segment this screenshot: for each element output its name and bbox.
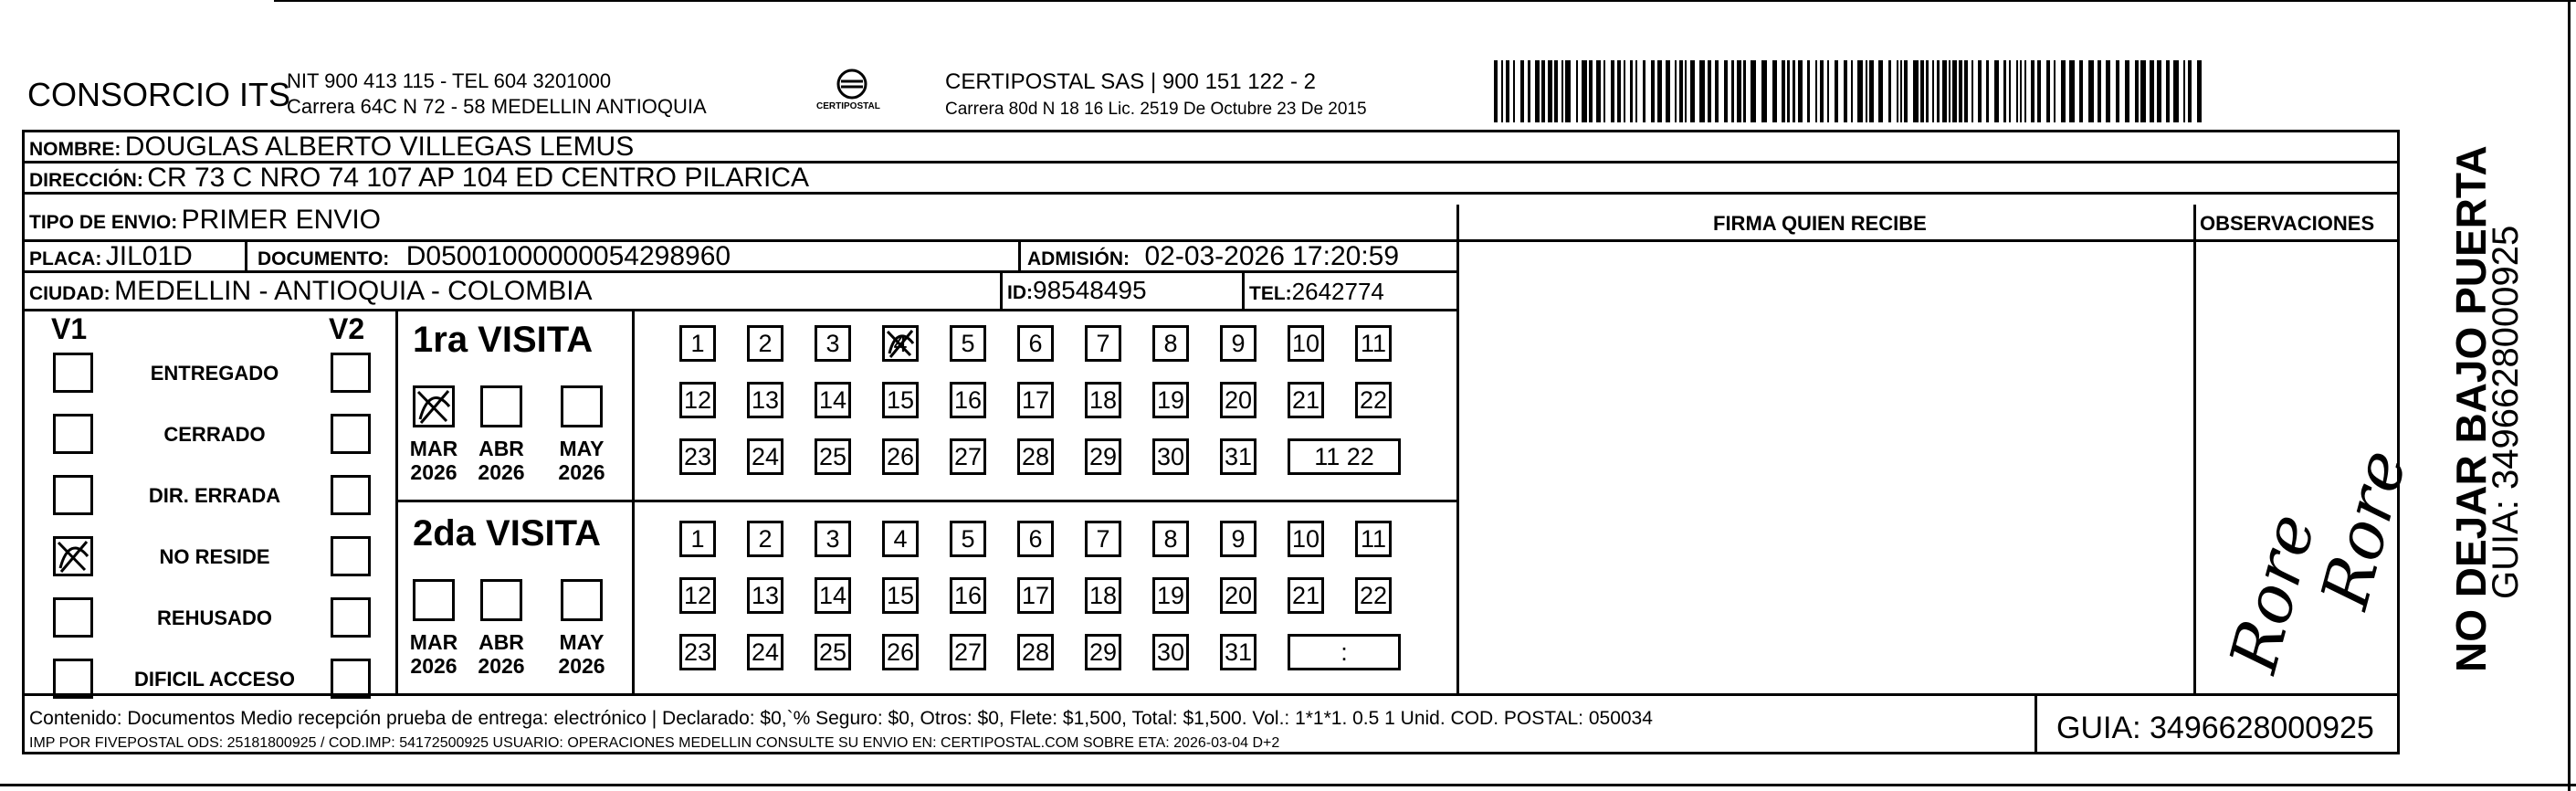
documento-cell — [258, 243, 731, 270]
day-box[interactable]: 11 — [1355, 521, 1392, 557]
right-border — [2568, 0, 2571, 791]
barcode-bar — [1994, 60, 1999, 122]
barcode-bar — [1675, 60, 1677, 122]
day-box[interactable]: 28 — [1017, 634, 1054, 670]
day-box[interactable]: 16 — [950, 382, 986, 418]
carrier-name: CERTIPOSTAL SAS | 900 151 122 - 2 — [945, 69, 1316, 94]
barcode-bar — [1793, 60, 1795, 122]
barcode-bar — [1904, 60, 1908, 122]
barcode-bar — [1888, 60, 1891, 122]
documento-label: DOCUMENTO: — [258, 248, 390, 269]
barcode-bar — [1827, 60, 1829, 122]
first-visit-title: 1ra VISITA — [413, 320, 594, 360]
month-checkbox[interactable] — [561, 385, 603, 427]
tel-label: TEL: — [1249, 283, 1292, 304]
barcode-bar — [1565, 60, 1571, 122]
month-checkbox[interactable] — [413, 579, 455, 621]
barcode-bar — [2166, 60, 2170, 122]
time-box[interactable]: : — [1288, 634, 1401, 670]
day-box[interactable]: 9 — [1220, 521, 1256, 557]
barcode-bar — [2150, 60, 2154, 122]
barcode-bar — [2116, 60, 2119, 122]
v1-label: V1 — [51, 312, 88, 345]
id-cell — [1007, 278, 1147, 303]
day-box[interactable]: 12 — [679, 382, 716, 418]
v1-checkbox[interactable] — [53, 659, 93, 699]
barcode-bar — [2188, 60, 2192, 122]
barcode-bar — [1737, 60, 1741, 122]
barcode-bar — [1807, 60, 1810, 122]
barcode-bar — [1815, 60, 1817, 122]
barcode-bar — [1520, 60, 1524, 122]
barcode-bar — [1699, 60, 1705, 122]
day-box[interactable]: 14 — [815, 577, 851, 614]
barcode-bar — [2088, 60, 2094, 122]
barcode-bar — [2009, 60, 2011, 122]
month-checkbox[interactable] — [561, 579, 603, 621]
tel-value: 2642774 — [1291, 278, 1384, 305]
observaciones-header: OBSERVACIONES — [2200, 212, 2375, 235]
tipo-envio-label: TIPO DE ENVIO: — [29, 212, 178, 233]
placa-cell — [29, 243, 193, 270]
status-label: DIR. ERRADA — [148, 484, 281, 507]
day-box[interactable]: 2 — [747, 325, 783, 362]
x-mark — [415, 388, 452, 425]
direccion-value: CR 73 C NRO 74 107 AP 104 ED CENTRO PILARICA — [147, 163, 810, 193]
status-label: NO RESIDE — [159, 545, 270, 568]
day-box[interactable]: 27 — [950, 634, 986, 670]
month-label: MAR 2026 — [409, 437, 458, 485]
v2-checkbox[interactable] — [331, 659, 371, 699]
barcode-bar — [1603, 60, 1605, 122]
firma-header: FIRMA QUIEN RECIBE — [1713, 212, 1927, 235]
day-box[interactable]: 28 — [1017, 438, 1054, 475]
day-box[interactable]: 7 — [1085, 325, 1121, 362]
barcode-bar — [1513, 60, 1515, 122]
barcode-bar — [2079, 60, 2083, 122]
company-address: Carrera 64C N 72 - 58 MEDELLIN ANTIOQUIA — [287, 95, 707, 118]
barcode-bar — [1798, 60, 1803, 122]
status-label: REHUSADO — [157, 606, 272, 629]
barcode-bar — [1501, 60, 1503, 122]
barcode-bar — [2157, 60, 2161, 122]
status-label: CERRADO — [163, 423, 266, 446]
day-box[interactable]: 18 — [1085, 577, 1121, 614]
direccion-label: DIRECCIÓN: — [29, 170, 143, 191]
barcode-bar — [1724, 60, 1728, 122]
day-box[interactable]: 26 — [882, 634, 919, 670]
ciudad-cell — [29, 278, 593, 305]
v2-checkbox[interactable] — [331, 597, 371, 638]
v2-checkbox[interactable] — [331, 353, 371, 393]
month-label: ABR 2026 — [478, 630, 525, 679]
barcode-bar — [2003, 60, 2006, 122]
side-guia: GUIA: 3496628000925 — [2486, 225, 2526, 599]
barcode-bar — [1679, 60, 1683, 122]
barcode-bar — [1528, 60, 1530, 122]
day-box[interactable]: 7 — [1085, 521, 1121, 557]
day-box[interactable]: 31 — [1220, 438, 1256, 475]
day-box[interactable]: 3 — [815, 325, 851, 362]
barcode-bar — [1657, 60, 1662, 122]
barcode-bar — [1978, 60, 1982, 122]
barcode-bar — [1942, 60, 1947, 122]
v1-checkbox[interactable] — [53, 597, 93, 638]
day-box[interactable]: 10 — [1288, 325, 1324, 362]
barcode-bar — [1878, 60, 1883, 122]
day-box[interactable]: 27 — [950, 438, 986, 475]
footer-imp: IMP POR FIVEPOSTAL ODS: 25181800925 / COD.IMP: 54172500925 USUARIO: OPERACIONES MEDELLIN CONSULTE SU ENVIO EN: CERTIPOSTAL.COM SOBRE ETA: 2026-03-04 D+2 — [29, 735, 1280, 751]
day-box[interactable]: 12 — [679, 577, 716, 614]
barcode-bar — [1611, 60, 1614, 122]
month-checkbox[interactable] — [413, 385, 455, 427]
barcode-bar — [1643, 60, 1645, 122]
day-box[interactable]: 26 — [882, 438, 919, 475]
company-name: CONSORCIO ITS — [27, 76, 291, 113]
logo-text: CERTIPOSTAL — [816, 101, 880, 111]
barcode-bar — [1494, 60, 1498, 122]
tipo-envio-row — [29, 206, 381, 234]
day-box[interactable]: 15 — [882, 577, 919, 614]
barcode-bar — [1835, 60, 1838, 122]
signature-2 — [2292, 365, 2422, 621]
barcode-bar — [1548, 60, 1552, 122]
v1-checkbox[interactable] — [53, 414, 93, 454]
v1-checkbox[interactable] — [53, 475, 93, 515]
day-box[interactable]: 21 — [1288, 382, 1324, 418]
certipostal-logo — [811, 66, 893, 119]
day-box[interactable]: 25 — [815, 634, 851, 670]
admision-value: 02-03-2026 17:20:59 — [1144, 241, 1400, 271]
barcode-bar — [2016, 60, 2018, 122]
placa-label: PLACA: — [29, 248, 102, 269]
barcode-bar — [1900, 60, 1902, 122]
barcode-bar — [1857, 60, 1863, 122]
barcode-bar — [1971, 60, 1973, 122]
day-box[interactable]: 21 — [1288, 577, 1324, 614]
barcode-bar — [1731, 60, 1734, 122]
id-value: 98548495 — [1033, 276, 1147, 304]
bottom-border — [0, 784, 2576, 786]
barcode-bar — [2183, 60, 2185, 122]
placa-value: JIL01D — [105, 241, 193, 271]
day-box[interactable]: 3 — [815, 521, 851, 557]
barcode-bar — [2020, 60, 2022, 122]
day-box[interactable]: 5 — [950, 325, 986, 362]
barcode-bar — [1561, 60, 1563, 122]
month-checkbox[interactable] — [480, 579, 522, 621]
barcode-bar — [2069, 60, 2075, 122]
x-mark — [885, 328, 916, 359]
day-box[interactable]: 13 — [747, 382, 783, 418]
v2-checkbox[interactable] — [331, 475, 371, 515]
barcode-bar — [1787, 60, 1790, 122]
day-box[interactable]: 24 — [747, 438, 783, 475]
day-box[interactable]: 1 — [679, 521, 716, 557]
day-box[interactable]: 19 — [1152, 382, 1189, 418]
v2-checkbox[interactable] — [331, 536, 371, 576]
barcode-bar — [1751, 60, 1756, 122]
barcode-bar — [1743, 60, 1746, 122]
month-label: ABR 2026 — [478, 437, 525, 485]
admision-label: ADMISIÓN: — [1027, 248, 1130, 269]
barcode-bar — [1506, 60, 1509, 122]
day-box[interactable]: 17 — [1017, 382, 1054, 418]
day-box[interactable]: 15 — [882, 382, 919, 418]
nombre-value: DOUGLAS ALBERTO VILLEGAS LEMUS — [124, 132, 635, 162]
day-box[interactable]: 11 — [1355, 325, 1392, 362]
top-border — [274, 0, 2576, 2]
direccion-row — [29, 164, 809, 192]
barcode-bar — [1952, 60, 1957, 122]
barcode-bar — [1937, 60, 1940, 122]
day-box[interactable]: 6 — [1017, 325, 1054, 362]
day-box[interactable]: 8 — [1152, 325, 1189, 362]
barcode — [1494, 60, 2206, 122]
barcode-bar — [1535, 60, 1540, 122]
day-box[interactable]: 4 — [882, 521, 919, 557]
carrier-address: Carrera 80d N 18 16 Lic. 2519 De Octubre 23 De 2015 — [945, 100, 1367, 119]
month-checkbox[interactable] — [480, 385, 522, 427]
day-box[interactable]: 20 — [1220, 577, 1256, 614]
ciudad-value: MEDELLIN - ANTIOQUIA - COLOMBIA — [114, 276, 593, 306]
barcode-bar — [1926, 60, 1929, 122]
day-box[interactable]: 13 — [747, 577, 783, 614]
barcode-bar — [2024, 60, 2026, 122]
barcode-bar — [1913, 60, 1919, 122]
day-box[interactable]: 19 — [1152, 577, 1189, 614]
side-warning: NO DEJAR BAJO PUERTA — [2447, 145, 2495, 672]
day-box[interactable]: 22 — [1355, 382, 1392, 418]
barcode-bar — [2140, 60, 2146, 122]
day-box[interactable]: 1 — [679, 325, 716, 362]
barcode-bar — [2173, 60, 2179, 122]
barcode-bar — [1844, 60, 1847, 122]
barcode-bar — [1949, 60, 1950, 122]
day-box[interactable]: 23 — [679, 438, 716, 475]
barcode-bar — [2197, 60, 2202, 122]
barcode-bar — [1576, 60, 1578, 122]
barcode-bar — [1761, 60, 1767, 122]
footer-guia: GUIA: 3496628000925 — [2056, 711, 2374, 745]
company-nit: NIT 900 413 115 - TEL 604 3201000 — [287, 69, 612, 92]
barcode-bar — [2061, 60, 2066, 122]
barcode-bar — [2046, 60, 2050, 122]
day-box[interactable]: 2 — [747, 521, 783, 557]
barcode-bar — [2106, 60, 2110, 122]
month-label: MAY 2026 — [558, 630, 605, 679]
barcode-bar — [1596, 60, 1601, 122]
documento-value: D05001000000054298960 — [405, 241, 731, 271]
day-box[interactable]: 30 — [1152, 634, 1189, 670]
day-box[interactable]: 29 — [1085, 634, 1121, 670]
barcode-bar — [1986, 60, 1989, 122]
barcode-bar — [2037, 60, 2041, 122]
barcode-bar — [1897, 60, 1898, 122]
day-box[interactable]: 23 — [679, 634, 716, 670]
barcode-bar — [2135, 60, 2139, 122]
day-box[interactable]: 29 — [1085, 438, 1121, 475]
day-box[interactable]: 24 — [747, 634, 783, 670]
footer-contenido: Contenido: Documentos Medio recepción prueba de entrega: electrónico | Declarado: $0,`% Seguro: $0, Otros: $0, Flete: $1,500, Total: $1,500. Vol.: 1*1*1. 0.5 1 Unid. COD. POSTAL: 050034 — [29, 708, 1653, 729]
barcode-bar — [1617, 60, 1621, 122]
barcode-bar — [1959, 60, 1962, 122]
signature-2-text: Rore — [2306, 442, 2422, 617]
admision-cell — [1027, 243, 1399, 270]
ciudad-label: CIUDAD: — [29, 283, 110, 304]
barcode-bar — [1690, 60, 1695, 122]
barcode-bar — [1820, 60, 1824, 122]
second-visit-title: 2da VISITA — [413, 513, 601, 554]
day-box[interactable]: 18 — [1085, 382, 1121, 418]
day-box[interactable]: 14 — [815, 382, 851, 418]
barcode-bar — [1541, 60, 1545, 122]
barcode-bar — [2098, 60, 2101, 122]
barcode-bar — [1651, 60, 1655, 122]
barcode-bar — [2054, 60, 2056, 122]
barcode-bar — [1666, 60, 1670, 122]
nombre-row — [29, 133, 634, 161]
barcode-bar — [1630, 60, 1633, 122]
barcode-bar — [1624, 60, 1625, 122]
barcode-bar — [2031, 60, 2035, 122]
barcode-bar — [1715, 60, 1719, 122]
barcode-bar — [1866, 60, 1867, 122]
barcode-bar — [1869, 60, 1874, 122]
day-box[interactable]: 8 — [1152, 521, 1189, 557]
barcode-bar — [1685, 60, 1687, 122]
barcode-bar — [1582, 60, 1587, 122]
day-box[interactable]: 30 — [1152, 438, 1189, 475]
barcode-bar — [1589, 60, 1593, 122]
time-box[interactable]: 11 22 — [1288, 438, 1401, 475]
id-label: ID: — [1007, 282, 1033, 303]
day-box[interactable]: 6 — [1017, 521, 1054, 557]
day-box[interactable]: 31 — [1220, 634, 1256, 670]
day-box[interactable]: 4 — [882, 325, 919, 362]
v2-label: V2 — [329, 312, 365, 345]
day-box[interactable]: 5 — [950, 521, 986, 557]
nombre-label: NOMBRE: — [29, 139, 121, 160]
barcode-bar — [1708, 60, 1711, 122]
barcode-bar — [2125, 60, 2129, 122]
barcode-bar — [1772, 60, 1777, 122]
v1-checkbox[interactable] — [53, 353, 93, 393]
status-label: DIFICIL ACCESO — [133, 668, 295, 691]
v1-checkbox[interactable] — [53, 536, 93, 576]
day-box[interactable]: 22 — [1355, 577, 1392, 614]
day-box[interactable]: 16 — [950, 577, 986, 614]
x-mark — [56, 539, 90, 574]
status-label: ENTREGADO — [150, 362, 279, 385]
month-label: MAY 2026 — [558, 437, 605, 485]
day-box[interactable]: 17 — [1017, 577, 1054, 614]
day-box[interactable]: 9 — [1220, 325, 1256, 362]
barcode-bar — [1554, 60, 1558, 122]
v2-checkbox[interactable] — [331, 414, 371, 454]
tipo-envio-value: PRIMER ENVIO — [181, 205, 382, 235]
signature-1 — [2196, 429, 2330, 685]
barcode-bar — [1851, 60, 1853, 122]
barcode-bar — [1964, 60, 1968, 122]
month-label: MAR 2026 — [409, 630, 458, 679]
tel-cell — [1249, 279, 1384, 303]
footer-frame — [22, 694, 2400, 754]
barcode-bar — [1782, 60, 1785, 122]
signature-1-text: Rore — [2214, 506, 2330, 680]
day-box[interactable]: 20 — [1220, 382, 1256, 418]
barcode-bar — [1920, 60, 1924, 122]
barcode-bar — [1932, 60, 1934, 122]
day-box[interactable]: 10 — [1288, 521, 1324, 557]
barcode-bar — [1635, 60, 1637, 122]
day-box[interactable]: 25 — [815, 438, 851, 475]
